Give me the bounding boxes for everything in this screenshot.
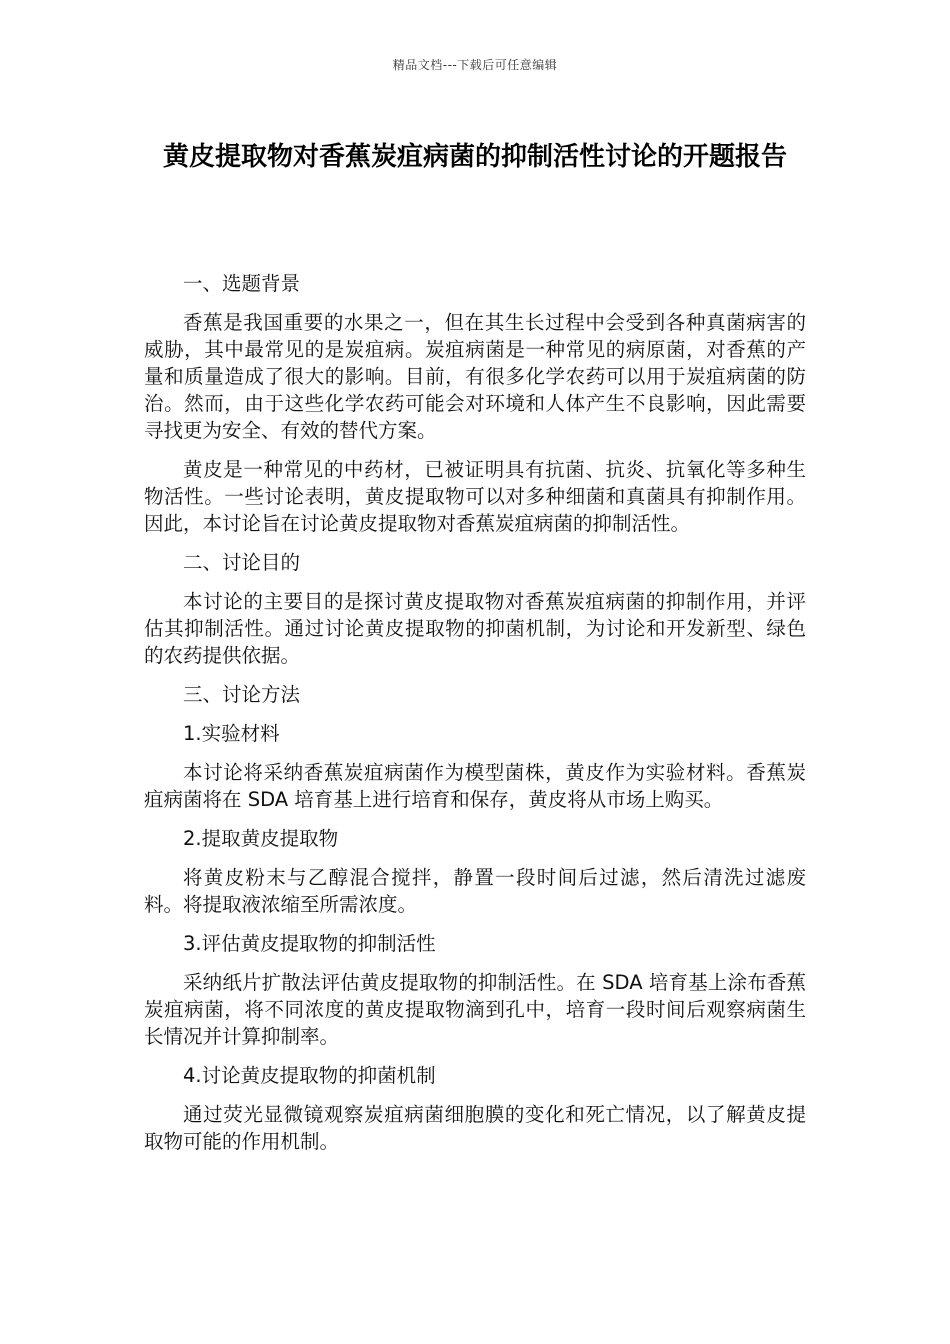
subheading-evaluation: 3.评估黄皮提取物的抑制活性 — [183, 932, 436, 955]
subheading-mechanism: 4.讨论黄皮提取物的抑菌机制 — [183, 1064, 436, 1087]
paragraph-background-1: 香蕉是我国重要的水果之一，但在其生长过程中会受到各种真菌病害的威胁，其中最常见的是炭疽病。炭疽病菌是一种常见的病原菌，对香蕉的产量和质量造成了很大的影响。目前，有很多化学农药可以用于炭疽病菌的防治。然而，由于这些化学农药可能会对环境和人体产生不良影响，因此需要寻找更为安全、有效的替代方案。 — [144, 311, 806, 442]
paragraph-background-2: 黄皮是一种常见的中药材，已被证明具有抗菌、抗炎、抗氧化等多种生物活性。一些讨论表明，黄皮提取物可以对多种细菌和真菌具有抑制作用。因此，本讨论旨在讨论黄皮提取物对香蕉炭疽病菌的抑制活性。 — [144, 458, 806, 535]
document-title: 黄皮提取物对香蕉炭疽病菌的抑制活性讨论的开题报告 — [162, 142, 787, 172]
paragraph-materials: 本讨论将采纳香蕉炭疽病菌作为模型菌株，黄皮作为实验材料。香蕉炭疽病菌将在 SDA 培育基上进行培育和保存，黄皮将从市场上购买。 — [144, 761, 806, 811]
header-note: 精品文档---下载后可任意编辑 — [392, 58, 558, 72]
section-heading-methods: 三、讨论方法 — [183, 683, 301, 706]
paragraph-mechanism: 通过荧光显微镜观察炭疽病菌细胞膜的变化和死亡情况，以了解黄皮提取物可能的作用机制。 — [144, 1103, 806, 1153]
document-body — [144, 270, 806, 1167]
subheading-materials: 1.实验材料 — [183, 722, 280, 745]
section-heading-background: 一、选题背景 — [183, 272, 301, 295]
section-heading-purpose: 二、讨论目的 — [183, 551, 301, 574]
paragraph-extraction: 将黄皮粉末与乙醇混合搅拌，静置一段时间后过滤，然后清洗过滤废料。将提取液浓缩至所需浓度。 — [144, 866, 806, 916]
subheading-extraction: 2.提取黄皮提取物 — [183, 827, 339, 850]
paragraph-purpose: 本讨论的主要目的是探讨黄皮提取物对香蕉炭疽病菌的抑制作用，并评估其抑制活性。通过讨论黄皮提取物的抑菌机制，为讨论和开发新型、绿色的农药提供依据。 — [144, 590, 806, 667]
paragraph-evaluation: 采纳纸片扩散法评估黄皮提取物的抑制活性。在 SDA 培育基上涂布香蕉炭疽病菌，将不同浓度的黄皮提取物滴到孔中，培育一段时间后观察病菌生长情况并计算抑制率。 — [144, 971, 806, 1048]
